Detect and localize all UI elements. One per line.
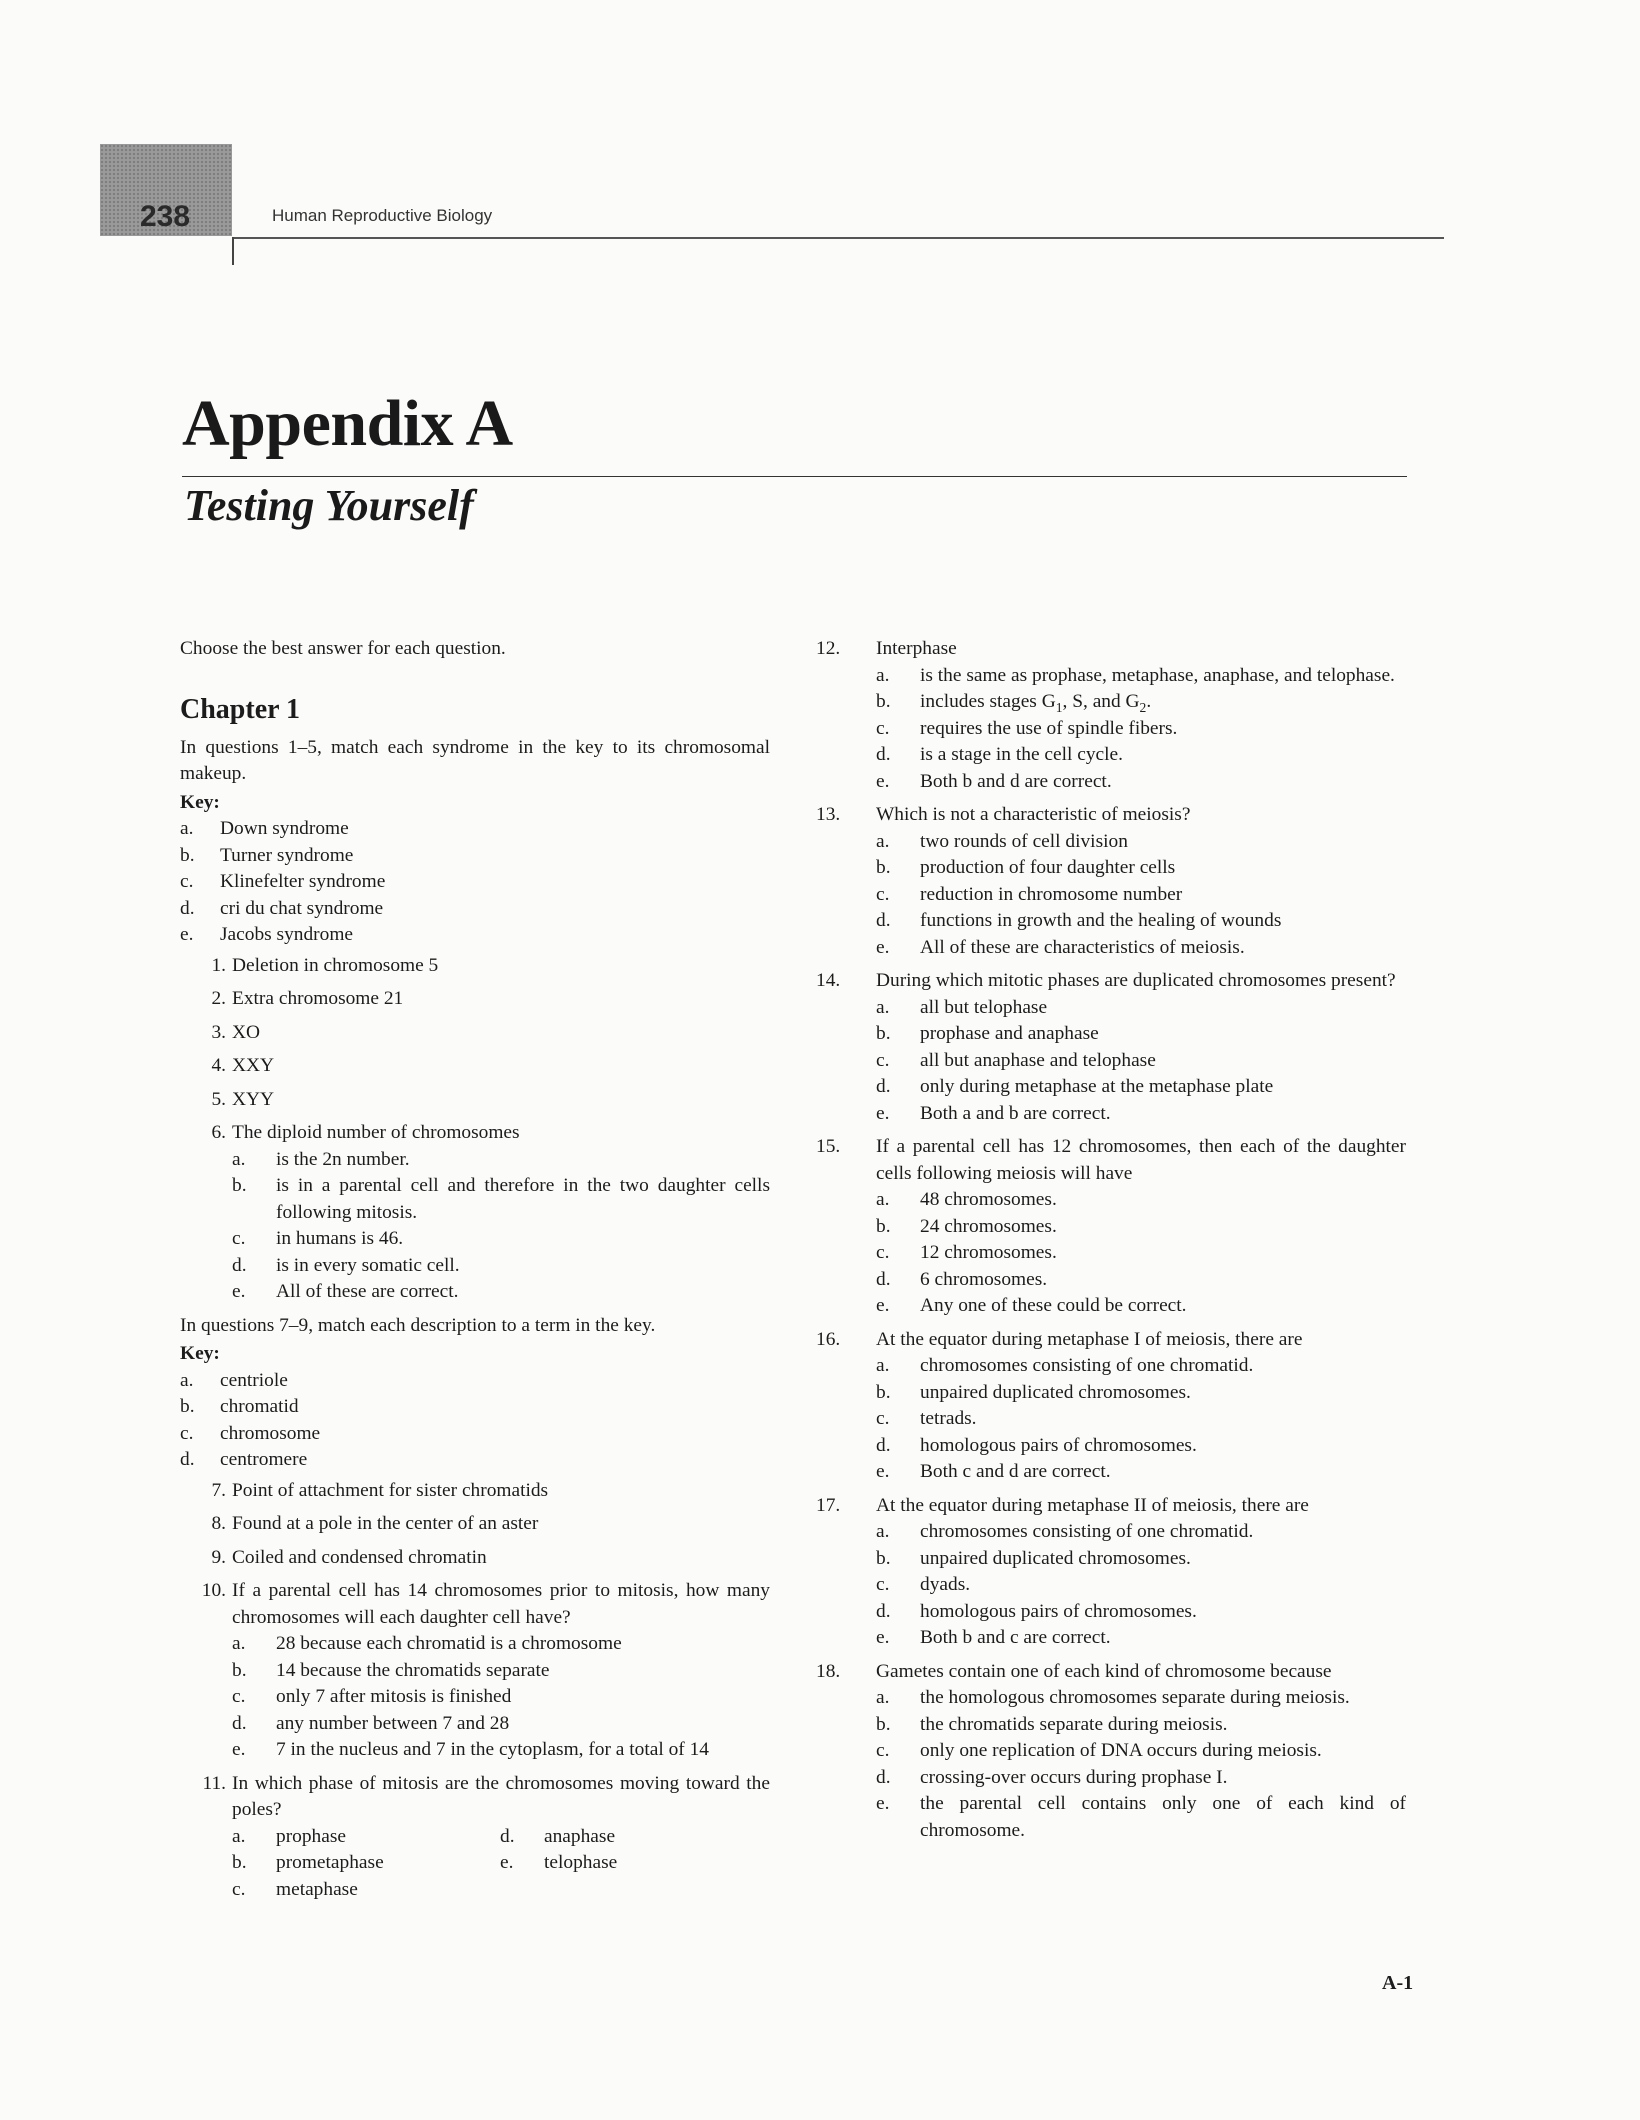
question-text: Interphase (876, 638, 957, 659)
option-letter: c. (876, 883, 890, 905)
title-rule (182, 476, 1407, 477)
answer-option (500, 1824, 770, 1851)
option-text: any number between 7 and 28 (276, 1712, 510, 1734)
option-text: is in a parental cell and therefore in the two daughter cells following mitosis. (276, 1175, 770, 1223)
subscript: 1 (1055, 699, 1063, 715)
question-text: At the equator during metaphase II of meiosis, there are (876, 1494, 1309, 1516)
answer-option (180, 1658, 770, 1685)
option-text: all but anaphase and telophase (920, 1049, 1156, 1071)
answer-option (180, 1711, 770, 1738)
question-1 (180, 953, 770, 980)
question-18 (816, 1659, 1406, 1845)
answer-options (180, 1824, 770, 1904)
answer-option (180, 1226, 770, 1253)
option-letter: b. (876, 691, 891, 712)
answer-option (816, 1459, 1406, 1486)
question-text: XXY (232, 1055, 275, 1076)
option-text: Both b and c are correct. (920, 1627, 1111, 1648)
option-letter: a. (232, 1825, 246, 1847)
option-text: chromosomes consisting of one chromatid. (920, 1355, 1254, 1376)
answer-option (816, 1519, 1406, 1546)
question-text: Found at a pole in the center of an aster (232, 1513, 539, 1534)
option-text-part: . (1146, 691, 1152, 712)
question-number: 9. (211, 1546, 226, 1568)
answer-options (816, 1187, 1406, 1320)
option-text: tetrads. (920, 1408, 977, 1429)
key-item (180, 869, 770, 896)
option-letter: c. (876, 1242, 890, 1263)
option-text: Both b and d are correct. (920, 770, 1112, 792)
key-label: Key: (180, 791, 220, 813)
option-letter: e. (232, 1739, 246, 1760)
question-11 (180, 1771, 770, 1904)
answer-option (816, 1074, 1406, 1101)
answer-option (180, 1737, 770, 1764)
key-letter: b. (180, 1396, 195, 1417)
answer-option (232, 1877, 500, 1904)
key-letter: a. (180, 1369, 194, 1391)
option-text: 14 because the chromatids separate (276, 1659, 550, 1681)
question-text: At the equator during metaphase I of meiosis, there are (876, 1328, 1303, 1350)
appendix-title: Appendix A (182, 387, 513, 460)
answer-option (816, 882, 1406, 909)
answer-options (816, 1685, 1406, 1844)
question-5 (180, 1087, 770, 1114)
option-letter: e. (876, 1793, 890, 1814)
answer-option (232, 1850, 500, 1877)
answer-option (180, 1147, 770, 1174)
answer-option (816, 663, 1406, 690)
option-text: prophase and anaphase (920, 1023, 1099, 1044)
key-text: centromere (220, 1449, 308, 1470)
key-text: Klinefelter syndrome (220, 871, 386, 892)
option-text: chromosomes consisting of one chromatid. (920, 1521, 1254, 1542)
question-number: 4. (211, 1055, 226, 1076)
instructions: Choose the best answer for each question. (180, 638, 506, 659)
option-letter: e. (876, 1295, 890, 1316)
option-text: in humans is 46. (276, 1228, 404, 1249)
option-letter: b. (876, 1713, 891, 1735)
option-letter: e. (876, 1102, 890, 1124)
question-number: 5. (211, 1088, 226, 1110)
key-letter: d. (180, 1449, 195, 1470)
key-letter: c. (180, 871, 194, 892)
answer-option (180, 1253, 770, 1280)
answer-options (816, 663, 1406, 796)
answer-option (816, 742, 1406, 769)
key-item (180, 922, 770, 949)
option-letter: a. (876, 830, 890, 852)
question-text: Point of attachment for sister chromatids (232, 1479, 549, 1501)
option-text: unpaired duplicated chromosomes. (920, 1547, 1191, 1569)
option-text: anaphase (544, 1825, 616, 1847)
option-text: the homologous chromosomes separate during meiosis. (920, 1687, 1350, 1708)
question-14 (816, 968, 1406, 1127)
answer-option (816, 1546, 1406, 1573)
option-text: 28 because each chromatid is a chromosome (276, 1633, 622, 1654)
right-column (816, 636, 1406, 1851)
question-text: Which is not a characteristic of meiosis? (876, 804, 1191, 825)
key-text: Turner syndrome (220, 844, 354, 866)
option-text: is in every somatic cell. (276, 1254, 460, 1276)
option-text: All of these are characteristics of meiosis. (920, 936, 1245, 958)
option-letter: b. (876, 857, 891, 878)
question-text: In which phase of mitosis are the chromosomes moving toward the poles? (232, 1772, 770, 1820)
key-letter: c. (180, 1422, 194, 1444)
question-number: 6. (211, 1122, 226, 1143)
question-number: 16. (816, 1328, 841, 1350)
option-letter: b. (876, 1381, 891, 1403)
answer-option (180, 1173, 770, 1226)
answer-option (816, 1101, 1406, 1128)
question-number: 1. (211, 954, 226, 976)
option-text: is a stage in the cell cycle. (920, 744, 1123, 765)
option-letter: d. (876, 1434, 891, 1456)
option-letter: d. (876, 1268, 891, 1290)
answer-option (816, 1048, 1406, 1075)
answer-option (816, 1021, 1406, 1048)
answer-option (500, 1850, 770, 1877)
option-text: is the same as prophase, metaphase, anaphase, and telophase. (920, 664, 1395, 686)
option-letter: a. (876, 1189, 890, 1210)
option-text: is the 2n number. (276, 1148, 410, 1170)
subscript: 2 (1139, 699, 1147, 715)
question-9 (180, 1545, 770, 1572)
option-letter: d. (232, 1254, 247, 1276)
answer-option (816, 689, 1406, 716)
answer-option (180, 1631, 770, 1658)
option-letter: d. (232, 1712, 247, 1734)
answer-option (816, 995, 1406, 1022)
answer-option (180, 1279, 770, 1306)
answer-option (816, 1712, 1406, 1739)
option-text: 6 chromosomes. (920, 1268, 1048, 1290)
key-item (180, 1368, 770, 1395)
question-8 (180, 1511, 770, 1538)
question-12 (816, 636, 1406, 795)
question-number: 11. (202, 1772, 226, 1794)
key-text: Jacobs syndrome (220, 924, 354, 945)
option-text: dyads. (920, 1574, 971, 1595)
header-tick (232, 237, 234, 265)
question-6 (180, 1120, 770, 1306)
matching-intro: In questions 1–5, match each syndrome in the key to its chromosomal makeup. (180, 736, 770, 784)
answer-option (816, 1240, 1406, 1267)
answer-options (180, 1147, 770, 1306)
answer-option (816, 1599, 1406, 1626)
question-number: 3. (211, 1021, 226, 1043)
option-letter: d. (876, 1766, 891, 1788)
answer-option (816, 1791, 1406, 1844)
key-item (180, 1421, 770, 1448)
option-text: functions in growth and the healing of wounds (920, 910, 1282, 931)
option-text: all but telophase (920, 996, 1048, 1018)
option-text: Any one of these could be correct. (920, 1295, 1187, 1316)
question-text: Gametes contain one of each kind of chromosome because (876, 1660, 1332, 1682)
option-text: only during metaphase at the metaphase plate (920, 1076, 1274, 1097)
option-letter: d. (500, 1825, 515, 1847)
option-letter: c. (876, 717, 890, 739)
question-number: 7. (211, 1479, 226, 1501)
header-rule (232, 237, 1444, 239)
key-letter: e. (180, 924, 194, 945)
option-letter: e. (876, 1461, 890, 1482)
option-text: telophase (544, 1852, 618, 1873)
answer-option (816, 716, 1406, 743)
question-15 (816, 1134, 1406, 1320)
option-text: only 7 after mitosis is finished (276, 1686, 512, 1707)
answer-option (816, 1572, 1406, 1599)
option-letter: a. (232, 1148, 246, 1170)
answer-option (816, 1214, 1406, 1241)
question-2 (180, 986, 770, 1013)
option-text: metaphase (276, 1878, 358, 1900)
answer-options (816, 1519, 1406, 1652)
question-number: 17. (816, 1494, 841, 1516)
answer-option (816, 1187, 1406, 1214)
option-text: the parental cell contains only one of each kind of chromosome. (920, 1793, 1406, 1841)
option-letter: d. (876, 1600, 891, 1622)
answer-option (816, 829, 1406, 856)
key-item (180, 843, 770, 870)
option-letter: d. (876, 744, 891, 765)
option-letter: b. (232, 1852, 247, 1873)
answer-options (816, 995, 1406, 1128)
answer-options (816, 829, 1406, 962)
option-letter: e. (876, 1627, 890, 1648)
option-letter: c. (876, 1049, 890, 1071)
running-head: Human Reproductive Biology (272, 206, 493, 225)
question-text: Deletion in chromosome 5 (232, 954, 439, 976)
answer-option (816, 1293, 1406, 1320)
option-text: requires the use of spindle fibers. (920, 717, 1178, 739)
key-letter: d. (180, 897, 195, 919)
key-text: chromatid (220, 1396, 299, 1417)
option-text: prophase (276, 1825, 346, 1847)
question-text: Coiled and condensed chromatin (232, 1546, 487, 1568)
key-text: Down syndrome (220, 818, 349, 839)
answer-options (816, 1353, 1406, 1486)
key-label: Key: (180, 1343, 220, 1364)
question-10 (180, 1578, 770, 1764)
key-item (180, 1447, 770, 1474)
option-text: production of four daughter cells (920, 857, 1176, 878)
question-number: 10. (201, 1580, 226, 1601)
left-column (180, 636, 770, 1910)
option-text: Both a and b are correct. (920, 1102, 1111, 1124)
key-item (180, 816, 770, 843)
question-number: 13. (816, 804, 841, 825)
option-letter: a. (232, 1633, 246, 1654)
answer-option (816, 1380, 1406, 1407)
option-text: 12 chromosomes. (920, 1242, 1057, 1263)
option-text (920, 689, 1406, 716)
option-letter: c. (232, 1686, 246, 1707)
option-letter: b. (232, 1175, 247, 1196)
matching-intro: In questions 7–9, match each description to a term in the key. (180, 1314, 656, 1336)
question-13 (816, 802, 1406, 961)
key-text: cri du chat syndrome (220, 897, 384, 919)
option-letter: a. (876, 1521, 890, 1542)
question-text: During which mitotic phases are duplicated chromosomes present? (876, 970, 1396, 991)
question-text: XYY (232, 1088, 275, 1110)
answer-option (816, 1685, 1406, 1712)
question-number: 15. (816, 1136, 841, 1157)
question-4 (180, 1053, 770, 1080)
option-letter: b. (876, 1547, 891, 1569)
answer-option (816, 1267, 1406, 1294)
question-3 (180, 1020, 770, 1047)
option-letter: c. (876, 1740, 890, 1761)
answer-option (816, 1406, 1406, 1433)
page-folio: A-1 (1382, 1972, 1414, 1994)
question-number: 14. (816, 970, 841, 991)
key-text: chromosome (220, 1422, 321, 1444)
question-text: The diploid number of chromosomes (232, 1122, 520, 1143)
option-text: reduction in chromosome number (920, 883, 1183, 905)
question-number: 8. (211, 1513, 226, 1534)
question-text: If a parental cell has 12 chromosomes, then each of the daughter cells following meiosis will have (876, 1136, 1406, 1184)
key-item (180, 1394, 770, 1421)
option-letter: d. (876, 1076, 891, 1097)
question-16 (816, 1327, 1406, 1486)
option-letter: c. (876, 1574, 890, 1595)
answer-option (816, 855, 1406, 882)
option-letter: c. (232, 1228, 246, 1249)
page-number: 238 (140, 200, 191, 233)
option-letter: e. (232, 1281, 246, 1302)
option-letter: d. (876, 910, 891, 931)
option-letter: a. (876, 996, 890, 1018)
option-text-part: , S, and G (1062, 691, 1140, 712)
question-number: 12. (816, 638, 841, 659)
question-7 (180, 1478, 770, 1505)
option-text: 24 chromosomes. (920, 1215, 1057, 1237)
answer-option (816, 1765, 1406, 1792)
question-number: 18. (816, 1660, 841, 1682)
option-letter: b. (232, 1659, 247, 1681)
question-text: XO (232, 1021, 261, 1043)
key-text: centriole (220, 1369, 288, 1391)
option-letter: b. (876, 1023, 891, 1044)
option-text: crossing-over occurs during prophase I. (920, 1766, 1228, 1788)
option-text: two rounds of cell division (920, 830, 1128, 852)
option-letter: e. (876, 770, 890, 792)
option-text: 7 in the nucleus and 7 in the cytoplasm, for a total of 14 (276, 1739, 709, 1760)
option-letter: a. (876, 1687, 890, 1708)
key-letter: a. (180, 818, 194, 839)
answer-option (232, 1824, 500, 1851)
key-item (180, 896, 770, 923)
option-text: unpaired duplicated chromosomes. (920, 1381, 1191, 1403)
option-text: the chromatids separate during meiosis. (920, 1713, 1228, 1735)
answer-option (816, 1353, 1406, 1380)
answer-option (816, 1625, 1406, 1652)
answer-options (180, 1631, 770, 1764)
answer-option (816, 769, 1406, 796)
option-letter: b. (876, 1215, 891, 1237)
answer-option (816, 1433, 1406, 1460)
option-letter: c. (876, 1408, 890, 1429)
key-list (180, 1368, 770, 1474)
key-list (180, 816, 770, 949)
option-text: Both c and d are correct. (920, 1461, 1111, 1482)
answer-option (180, 1684, 770, 1711)
option-text: homologous pairs of chromosomes. (920, 1600, 1197, 1622)
option-text: homologous pairs of chromosomes. (920, 1434, 1197, 1456)
option-letter: e. (876, 936, 890, 958)
option-text: only one replication of DNA occurs during meiosis. (920, 1740, 1322, 1761)
option-letter: a. (876, 1355, 890, 1376)
question-number: 2. (211, 988, 226, 1009)
answer-option (816, 1738, 1406, 1765)
question-17 (816, 1493, 1406, 1652)
answer-option (816, 935, 1406, 962)
option-text: All of these are correct. (276, 1281, 459, 1302)
option-letter: e. (500, 1852, 514, 1873)
question-text: Extra chromosome 21 (232, 988, 404, 1009)
question-text: If a parental cell has 14 chromosomes prior to mitosis, how many chromosomes will each daughter cell have? (232, 1580, 770, 1628)
option-text: 48 chromosomes. (920, 1189, 1057, 1210)
key-letter: b. (180, 844, 195, 866)
chapter-heading: Chapter 1 (180, 693, 301, 725)
appendix-subtitle: Testing Yourself (184, 481, 474, 530)
answer-option (816, 908, 1406, 935)
option-letter: c. (232, 1878, 246, 1900)
option-letter: a. (876, 664, 890, 686)
option-text: prometaphase (276, 1852, 384, 1873)
option-text-part: includes stages G (920, 691, 1056, 712)
